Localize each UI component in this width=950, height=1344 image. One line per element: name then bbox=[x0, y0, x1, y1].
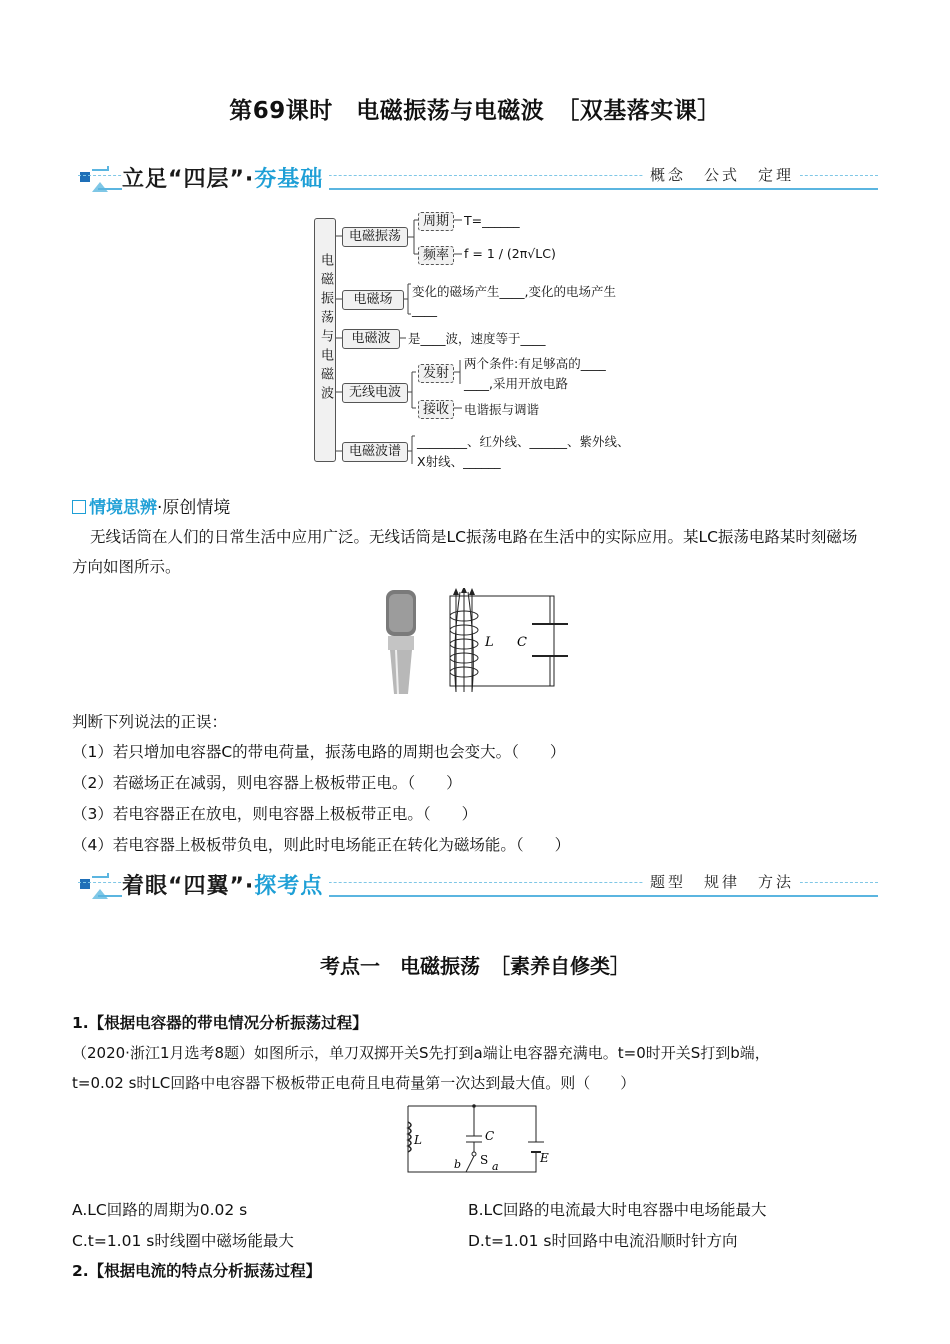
banner-tags: 概念 公式 定理 bbox=[644, 164, 800, 185]
lc-circuit-diagram bbox=[396, 1100, 556, 1180]
judge-item-4: （4）若电容器上极板带负电，则此时电场能正在转化为磁场能。（ ） bbox=[72, 836, 571, 854]
em-field-line1: 变化的磁场产生____,变化的电场产生 bbox=[412, 284, 616, 299]
microphone-icon bbox=[386, 590, 416, 694]
branch-radio-wave: 无线电波 bbox=[342, 383, 408, 403]
option-d[interactable]: D.t=1.01 s时回路中电流沿顺时针方向 bbox=[468, 1232, 738, 1250]
scenario-paragraph: 无线话筒在人们的日常生活中应用广泛。无线话筒是LC振荡电路在生活中的实际应用。某LC振荡电路某时刻磁场方向如图所示。 bbox=[72, 528, 858, 576]
circuit-label-L: L bbox=[414, 1133, 422, 1147]
question-1-line2: t=0.02 s时LC回路中电容器下极板带正电荷且电荷量第一次达到最大值。则（ ） bbox=[72, 1074, 636, 1092]
banner-heading-text: 立足“四层”· bbox=[122, 167, 255, 192]
judge-item-3: （3）若电容器正在放电，则电容器上极板带正电。（ ） bbox=[72, 805, 478, 823]
question-1-line1: （2020·浙江1月选考8题）如图所示，单刀双掷开关S先打到a端让电容器充满电。t=0时开关S打到b端， bbox=[72, 1044, 770, 1062]
judge-item-2: （2）若磁场正在减弱，则电容器上极板带正电。（ ） bbox=[72, 774, 462, 792]
em-wave-text: 是____波，速度等于____ bbox=[408, 331, 546, 346]
spectrum-line1: ________、红外线、______、紫外线、 bbox=[417, 434, 630, 449]
judge-item-1: （1）若只增加电容器C的带电荷量，振荡电路的周期也会变大。（ ） bbox=[72, 743, 566, 761]
mind-map-root bbox=[314, 218, 336, 462]
banner-heading bbox=[122, 162, 329, 193]
question-1-heading: 1.【根据电容器的带电情况分析振荡过程】 bbox=[72, 1014, 368, 1032]
node-receive: 接收 bbox=[418, 400, 454, 419]
banner-heading-highlight: 探考点 bbox=[254, 874, 324, 899]
circuit-label-C: C bbox=[485, 1129, 495, 1143]
banner-heading bbox=[122, 869, 329, 900]
option-b[interactable]: B.LC回路的电流最大时电容器中电场能最大 bbox=[468, 1201, 767, 1219]
mind-map-root-label: 电磁振荡与电磁波 bbox=[318, 253, 333, 405]
em-field-line2: ____ bbox=[412, 302, 437, 317]
branch-oscillation: 电磁振荡 bbox=[342, 227, 408, 247]
scenario-heading-tail: ·原创情境 bbox=[157, 498, 231, 518]
banner-heading-text: 着眼“四翼”· bbox=[122, 874, 255, 899]
node-frequency: 频率 bbox=[418, 246, 454, 265]
section-heading: 考点一 电磁振荡 ［素养自修类］ bbox=[320, 954, 630, 978]
circuit-label-b: b bbox=[454, 1158, 462, 1171]
circuit-label-E: E bbox=[540, 1151, 549, 1165]
section-banner-exam bbox=[78, 865, 878, 901]
spectrum-line2: X射线、______ bbox=[417, 454, 501, 469]
branch-em-wave: 电磁波 bbox=[342, 329, 400, 349]
option-c[interactable]: C.t=1.01 s时线圈中磁场能最大 bbox=[72, 1232, 294, 1250]
frequency-formula: f = 1 / (2π√LC) bbox=[464, 246, 556, 261]
page-title: 第69课时 电磁振荡与电磁波 ［双基落实课］ bbox=[229, 98, 721, 124]
banner-heading-highlight: 夯基础 bbox=[254, 167, 324, 192]
judge-intro: 判断下列说法的正误： bbox=[72, 713, 228, 731]
mind-map bbox=[312, 213, 652, 469]
question-2-heading: 2.【根据电流的特点分析振荡过程】 bbox=[72, 1262, 322, 1280]
banner-tags: 题型 规律 方法 bbox=[644, 871, 800, 892]
circuit-label-S: S bbox=[480, 1153, 489, 1167]
emit-line2: ____,采用开放电路 bbox=[464, 376, 568, 391]
emit-line1: 两个条件:有足够高的____ bbox=[464, 356, 606, 371]
capacitor-label: C bbox=[517, 635, 527, 650]
square-bullet-icon bbox=[72, 500, 86, 514]
microphone-lc-figure bbox=[382, 588, 572, 698]
inductor-label: L bbox=[485, 635, 494, 650]
section-banner-foundation bbox=[78, 158, 878, 194]
scenario-heading-text: 情境思辨 bbox=[89, 498, 157, 518]
period-formula: T=______ bbox=[464, 213, 520, 228]
option-a[interactable]: A.LC回路的周期为0.02 s bbox=[72, 1201, 248, 1219]
branch-em-field: 电磁场 bbox=[342, 290, 404, 310]
node-period: 周期 bbox=[418, 212, 454, 231]
branch-spectrum: 电磁波谱 bbox=[342, 442, 408, 462]
node-emit: 发射 bbox=[418, 364, 454, 383]
receive-text: 电谐振与调谐 bbox=[464, 402, 540, 417]
scenario-heading bbox=[72, 493, 230, 518]
circuit-label-a: a bbox=[492, 1160, 499, 1173]
